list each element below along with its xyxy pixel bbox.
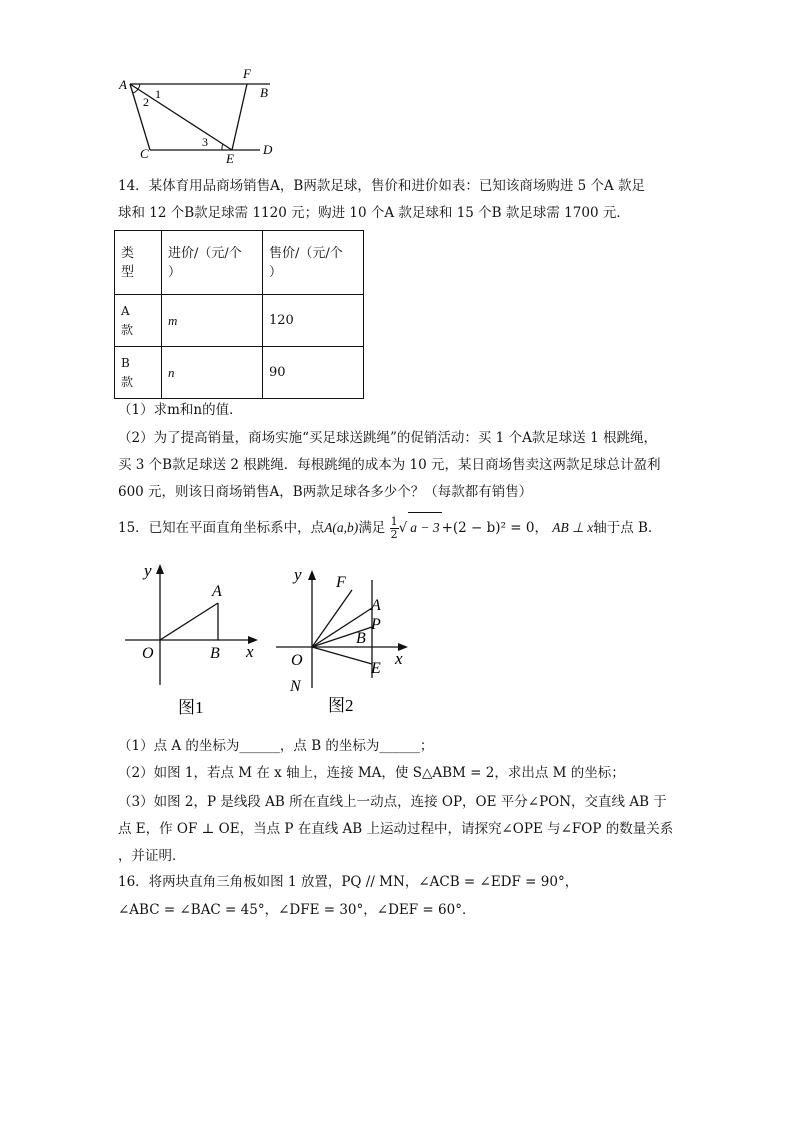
fig2-caption: 图2 xyxy=(328,696,354,715)
line-AE xyxy=(130,84,232,150)
ray-OF xyxy=(312,590,352,647)
figure-15-2 xyxy=(270,560,420,720)
q16-line1: 16．将两块直角三角板如图 1 放置，PQ // MN，∠ACB = ∠EDF = 90°， xyxy=(118,874,579,890)
y-axis-arrow xyxy=(156,564,164,574)
fig2-label-B: B xyxy=(356,630,366,647)
table-row xyxy=(115,347,364,399)
label-D: D xyxy=(263,142,273,157)
frac-num: 1 xyxy=(390,515,398,528)
q14-stem-line2: 球和 12 个B款足球需 1120 元；购进 10 个A 款足球和 15 个B 款足球需 1700 元． xyxy=(118,205,630,221)
q14-part1: （1）求m和n的值． xyxy=(118,402,243,418)
line-FE xyxy=(232,84,247,150)
header-cost: 进价/（元/个 ） xyxy=(168,245,242,280)
table-cell xyxy=(162,295,263,347)
angle-2-arc xyxy=(133,89,138,93)
angle-1-arc xyxy=(138,84,140,89)
q14-stem-line1: 14．某体育用品商场销售A，B两款足球，售价和进价如表：已知该商场购进 5 个A 款足 xyxy=(118,178,646,194)
fig1-label-A: A xyxy=(212,583,222,600)
label-angle-3: 3 xyxy=(202,135,208,149)
q14-part2-line1: （2）为了提高销量，商场实施“买足球送跳绳”的促销活动：买 1 个A款足球送 1 根跳绳， xyxy=(118,430,657,446)
segment-OA xyxy=(160,603,218,640)
segment-OE xyxy=(312,647,372,664)
q14-part2-line2: 买 3 个B款足球送 2 根跳绳．每根跳绳的成本为 10 元，某日商场售卖这两款足球总计盈利 xyxy=(118,457,661,473)
row-b-cost: n xyxy=(168,364,175,380)
price-table xyxy=(114,230,364,399)
q15-part3-line2: 点 E，作 OF ⊥ OE，当点 P 在直线 AB 上运动过程中，请探究∠OPE 与∠FOP 的数量关系 xyxy=(118,821,674,837)
fig2-label-N: N xyxy=(290,678,301,695)
fig2-label-y: y xyxy=(294,565,302,584)
row-a-type: A 款 xyxy=(121,303,134,337)
label-A: A xyxy=(119,77,127,92)
row-b-type: B 款 xyxy=(121,355,134,389)
label-angle-1: 1 xyxy=(155,87,161,101)
table-header-cell xyxy=(263,231,364,295)
table-cell xyxy=(115,347,162,399)
q16-line2: ∠ABC = ∠BAC = 45°，∠DFE = 30°，∠DEF = 60°． xyxy=(118,902,476,918)
fig2-label-F: F xyxy=(336,574,346,591)
line-AC xyxy=(130,84,150,150)
fig2-label-x: x xyxy=(395,649,403,668)
label-E: E xyxy=(226,151,234,166)
fig1-label-B: B xyxy=(210,645,220,662)
frac-den: 2 xyxy=(390,528,398,541)
sqrt-sign: √ xyxy=(398,520,408,536)
q15-stem xyxy=(118,512,661,543)
q15-part3-line3: ，并证明． xyxy=(118,848,186,864)
fig2-label-P: P xyxy=(371,616,381,633)
table-cell xyxy=(162,347,263,399)
table-cell xyxy=(263,295,364,347)
table-cell xyxy=(263,347,364,399)
q15-perp: AB ⊥ x xyxy=(552,520,594,535)
fig2-label-A: A xyxy=(371,597,381,614)
q15-part3-line1: （3）如图 2，P 是线段 AB 所在直线上一动点，连接 OP，OE 平分∠PON，交直线 AB 于 xyxy=(118,794,667,810)
row-a-cost: m xyxy=(168,312,178,328)
y-axis-arrow xyxy=(308,570,316,580)
q15-part2: （2）如图 1，若点 M 在 x 轴上，连接 MA，使 S△ABM = 2，求出点 M 的坐标； xyxy=(118,765,625,781)
q15-satisfy: 满足 xyxy=(358,520,386,536)
fig1-label-y: y xyxy=(144,561,152,580)
table-header-cell xyxy=(115,231,162,295)
label-F: F xyxy=(243,66,251,81)
fig2-label-E: E xyxy=(371,660,381,677)
figure-13 xyxy=(110,62,290,170)
label-B: B xyxy=(260,85,268,100)
figure-15-1 xyxy=(120,560,270,720)
label-angle-2: 2 xyxy=(143,95,149,109)
header-type: 类 型 xyxy=(121,245,135,280)
row-a-price: 120 xyxy=(269,313,294,328)
fig1-label-O: O xyxy=(142,645,154,662)
table-header-row xyxy=(115,231,364,295)
table-row xyxy=(115,295,364,347)
fig1-label-x: x xyxy=(246,642,254,661)
fig1-caption: 图1 xyxy=(178,698,204,717)
q15-tail-expr: +(2 − b)² = 0， xyxy=(441,520,548,536)
sqrt-body: a − 3 xyxy=(408,512,441,543)
label-C: C xyxy=(140,146,149,161)
angle-3-arc xyxy=(222,144,223,150)
fig2-label-O: O xyxy=(291,652,303,669)
table-cell xyxy=(115,295,162,347)
q15-point: A(a,b) xyxy=(324,520,359,535)
fraction-half xyxy=(390,516,399,541)
header-price: 售价/（元/个 ） xyxy=(269,245,343,280)
table-header-cell xyxy=(162,231,263,295)
q15-stem-prefix: 15．已知在平面直角坐标系中，点 xyxy=(118,520,325,536)
q15-stem-suffix: 轴于点 B． xyxy=(593,520,662,536)
q15-part1: （1）点 A 的坐标为______，点 B 的坐标为______； xyxy=(118,738,434,754)
q14-part2-line3: 600 元，则该日商场销售A，B两款足球各多少个？（每款都有销售） xyxy=(118,484,533,500)
row-b-price: 90 xyxy=(269,365,286,380)
